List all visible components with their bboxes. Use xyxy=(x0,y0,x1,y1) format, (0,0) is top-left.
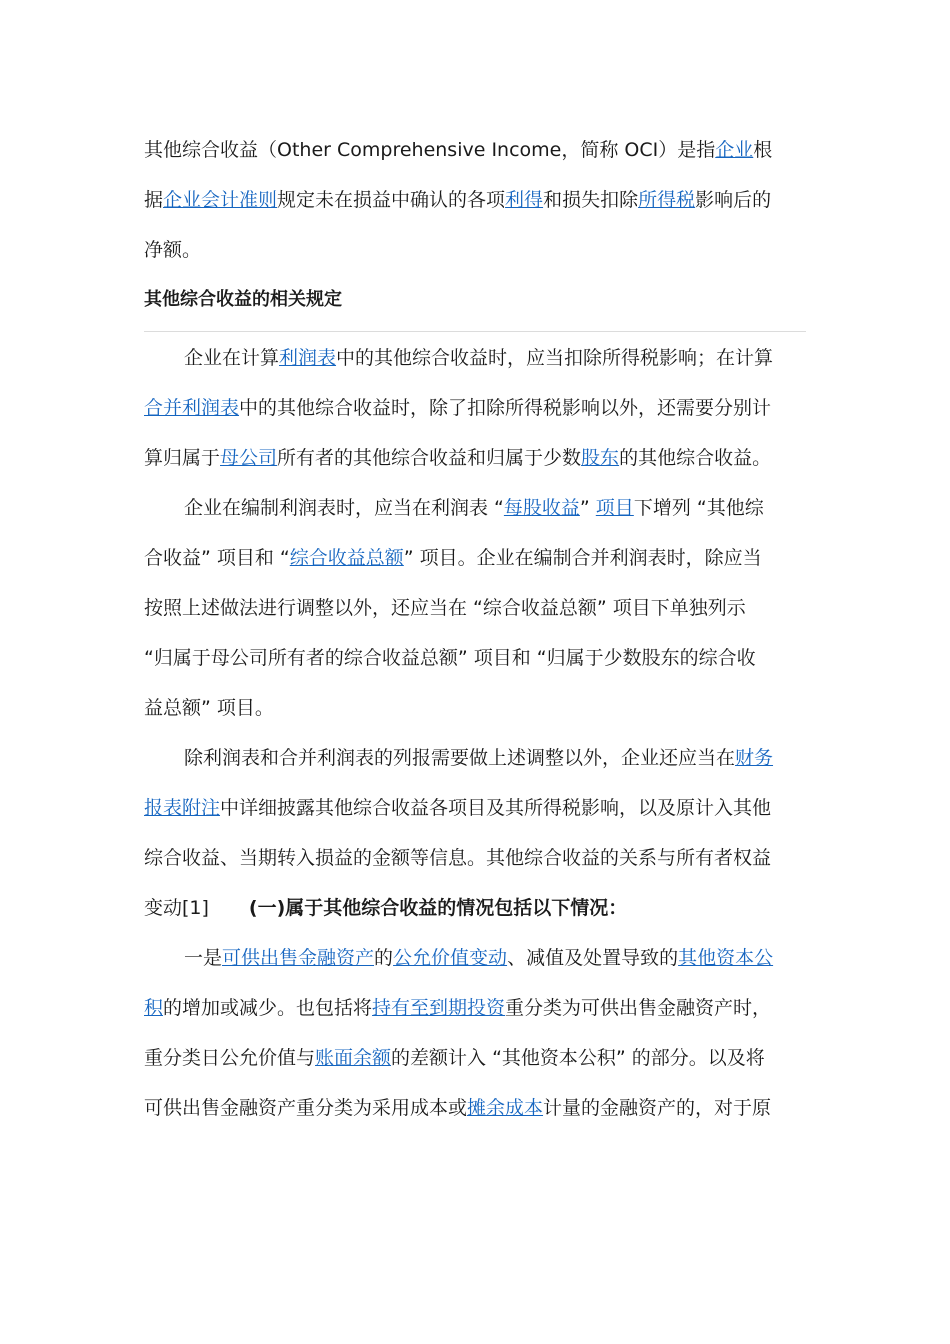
link-other-capital-reserve-cont[interactable]: 积 xyxy=(144,997,164,1019)
text-span: 据 xyxy=(144,189,164,211)
text-span: 下增列 “其他综 xyxy=(633,497,764,519)
text-span: 企业在计算 xyxy=(184,347,280,369)
text-span: 一是 xyxy=(184,947,223,969)
p1-line-3 xyxy=(144,446,844,470)
link-book-balance[interactable]: 账面余额 xyxy=(315,1047,392,1069)
link-total-comprehensive-income[interactable]: 综合收益总额 xyxy=(289,547,404,569)
section-heading: 其他综合收益的相关规定 xyxy=(144,289,342,310)
link-amortized-cost[interactable]: 摊余成本 xyxy=(467,1097,544,1119)
p4-line-3 xyxy=(144,1046,844,1070)
text-span: 算归属于 xyxy=(144,447,221,469)
p1-line-1 xyxy=(184,346,884,370)
p3-line-3: 综合收益、当期转入损益的金额等信息。其他综合收益的关系与所有者权益 xyxy=(144,847,772,869)
link-enterprise[interactable]: 企业 xyxy=(715,139,754,161)
link-income-tax[interactable]: 所得税 xyxy=(638,189,696,211)
text-span: 根 xyxy=(753,139,773,161)
text-span: 中的其他综合收益时，应当扣除所得税影响；在计算 xyxy=(336,347,774,369)
link-afs-financial-assets[interactable]: 可供出售金融资产 xyxy=(222,947,375,969)
link-parent-company[interactable]: 母公司 xyxy=(220,447,278,469)
p3-line-4 xyxy=(144,896,844,920)
link-income-statement[interactable]: 利润表 xyxy=(279,347,337,369)
text-span: 重分类日公允价值与 xyxy=(144,1047,316,1069)
p3-line-2 xyxy=(144,796,844,820)
text-span: 重分类为可供出售金融资产时， xyxy=(505,997,772,1019)
p2-line-2 xyxy=(144,546,844,570)
link-eps[interactable]: 每股收益 xyxy=(503,497,580,519)
p2-line-5: 益总额” 项目。 xyxy=(144,697,274,719)
text-span: 计量的金融资产的，对于原 xyxy=(543,1097,772,1119)
text-span: 所有者的其他综合收益和归属于少数 xyxy=(277,447,582,469)
link-gains[interactable]: 利得 xyxy=(505,189,544,211)
text-span: 合收益” 项目和 “ xyxy=(144,547,290,569)
heading-divider xyxy=(144,331,806,332)
text-span: 企业在编制利润表时，应当在利润表 “ xyxy=(184,497,504,519)
link-shareholders[interactable]: 股东 xyxy=(581,447,620,469)
p3-line-1 xyxy=(184,746,884,770)
link-item[interactable]: 项目 xyxy=(595,497,634,519)
p4-line-2 xyxy=(144,996,844,1020)
text-span: 的增加或减少。也包括将 xyxy=(163,997,373,1019)
p4-line-1 xyxy=(184,946,884,970)
link-accounting-standards[interactable]: 企业会计准则 xyxy=(163,189,278,211)
link-fair-value-change[interactable]: 公允价值变动 xyxy=(393,947,508,969)
link-other-capital-reserve[interactable]: 其他资本公 xyxy=(678,947,774,969)
text-span: 的差额计入 “其他资本公积” 的部分。以及将 xyxy=(391,1047,765,1069)
link-statement-notes[interactable]: 报表附注 xyxy=(144,797,221,819)
text-span: 其他综合收益（Other Comprehensive Income，简称 OCI）是指 xyxy=(144,139,716,161)
text-span: 变动[1] xyxy=(144,897,209,919)
intro-line-2 xyxy=(144,188,844,212)
text-span: 中的其他综合收益时，除了扣除所得税影响以外，还需要分别计 xyxy=(239,397,772,419)
text-span: 净额。 xyxy=(144,239,202,261)
p4-line-4 xyxy=(144,1096,844,1120)
intro-line-1 xyxy=(144,138,844,162)
text-span: 中详细披露其他综合收益各项目及其所得税影响，以及原计入其他 xyxy=(220,797,772,819)
text-span: 规定未在损益中确认的各项 xyxy=(277,189,506,211)
subsection-heading: (一)属于其他综合收益的情况包括以下情况： xyxy=(248,897,628,919)
text-span: 除利润表和合并利润表的列报需要做上述调整以外，企业还应当在 xyxy=(184,747,736,769)
link-held-to-maturity[interactable]: 持有至到期投资 xyxy=(372,997,506,1019)
text-span: ” xyxy=(579,497,596,519)
intro-line-3 xyxy=(144,238,844,262)
text-span: 、减值及处置导致的 xyxy=(507,947,679,969)
link-financial[interactable]: 财务 xyxy=(735,747,774,769)
text-span: 和损失扣除 xyxy=(543,189,639,211)
text-span: 的 xyxy=(374,947,394,969)
link-consolidated-income-statement[interactable]: 合并利润表 xyxy=(144,397,240,419)
text-span: 影响后的 xyxy=(695,189,772,211)
p2-line-1 xyxy=(184,496,884,520)
text-span: ” 项目。企业在编制合并利润表时，除应当 xyxy=(403,547,762,569)
p1-line-2 xyxy=(144,396,844,420)
p2-line-4: “归属于母公司所有者的综合收益总额” 项目和 “归属于少数股东的综合收 xyxy=(144,647,756,669)
text-span: 可供出售金融资产重分类为采用成本或 xyxy=(144,1097,468,1119)
p2-line-3: 按照上述做法进行调整以外，还应当在 “综合收益总额” 项目下单独列示 xyxy=(144,597,746,619)
text-span: 的其他综合收益。 xyxy=(619,447,772,469)
